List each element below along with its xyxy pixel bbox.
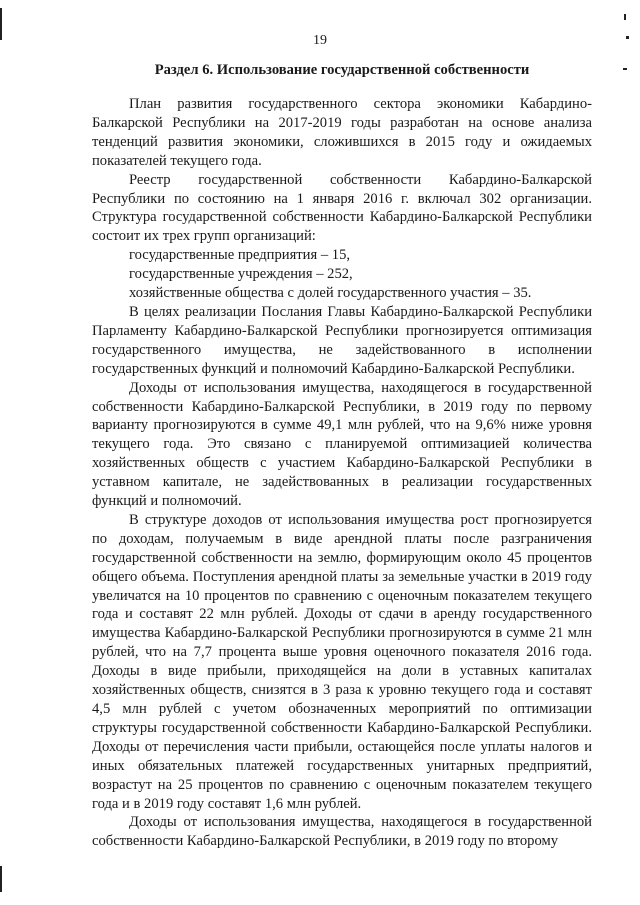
paragraph: В целях реализации Послания Главы Кабардино-Балкарской Республики Парламенту Кабардино-Балкарской Республики прогнозируется оптимизация государственного имущества, не задействованного в исполнении государственных функций и полномочий Кабардино-Балкарской Республики. [92, 303, 592, 377]
paragraph: План развития государственного сектора экономики Кабардино-Балкарской Республики на 2017-2019 годы разработан на основе анализа тенденций развития экономики, сложившихся в 2015 году и ожидаемых показателей текущего года. [92, 96, 592, 169]
paragraph: В структуре доходов от использования имущества рост прогнозируется по доходам, получаемым в виде арендной платы после разграничения государственной собственности на землю, формирующим около 45 процентов общего объема. Поступления арендной платы за земельные участки в 2019 году увеличатся на 10 процентов по сравнению с оценочным показателем текущего года и составят 22 млн рублей. Доходы от сдачи в аренду государственного имущества Кабардино-Балкарской Республики прогнозируются в сумме 21 млн рублей, что на 7,7 процента выше уровня оценочного показателя 2016 года. Доходы в виде прибыли, приходящейся на доли в уставных капиталах хозяйственных обществ, снизятся в 3 раза к уровню текущего года и составят 4,5 млн рублей с учетом обозначенных мероприятий по оптимизации структуры государственной собственности Кабардино-Балкарской Республики. Доходы от перечисления части прибыли, остающейся после уплаты налогов и иных обязательных платежей государственных унитарных предприятий, возрастут на 25 процентов по сравнению с оценочным показателем текущего года и в 2019 году составят 1,6 млн рублей. [92, 511, 592, 812]
page-number: 19 [313, 33, 327, 48]
left-edge-mark-bottom [0, 866, 2, 892]
list-item: государственные предприятия – 15, [129, 247, 351, 264]
list-item: хозяйственные общества с долей государственного участия – 35. [129, 285, 532, 302]
right-edge-mark-low [623, 68, 627, 70]
section-title: Раздел 6. Использование государственной собственности [154, 62, 530, 78]
body-text [92, 95, 592, 851]
paragraph: Доходы от использования имущества, находящегося в государственной собственности Кабардино-Балкарской Республики, в 2019 году по первому варианту прогнозируются в сумме 49,1 млн рублей, что на 9,6% ниже уровня текущего года. Это связано с планируемой оптимизацией количества хозяйственных обществ с участием Кабардино-Балкарской Республики в уставном капитале, не задействованных в реализации государственных функций и полномочий. [92, 379, 592, 510]
list-item: государственные учреждения – 252, [129, 266, 353, 283]
paragraph: Доходы от использования имущества, находящегося в государственной собственности Кабардино-Балкарской Республики, в 2019 году по второму [92, 814, 592, 850]
paragraph: Реестр государственной собственности Кабардино-Балкарской Республики по состоянию на 1 января 2016 г. включал 302 организации. Структура государственной собственности Кабардино-Балкарской Республики состоит их трех групп организаций: [92, 171, 592, 245]
right-edge-mark-top [624, 14, 626, 20]
